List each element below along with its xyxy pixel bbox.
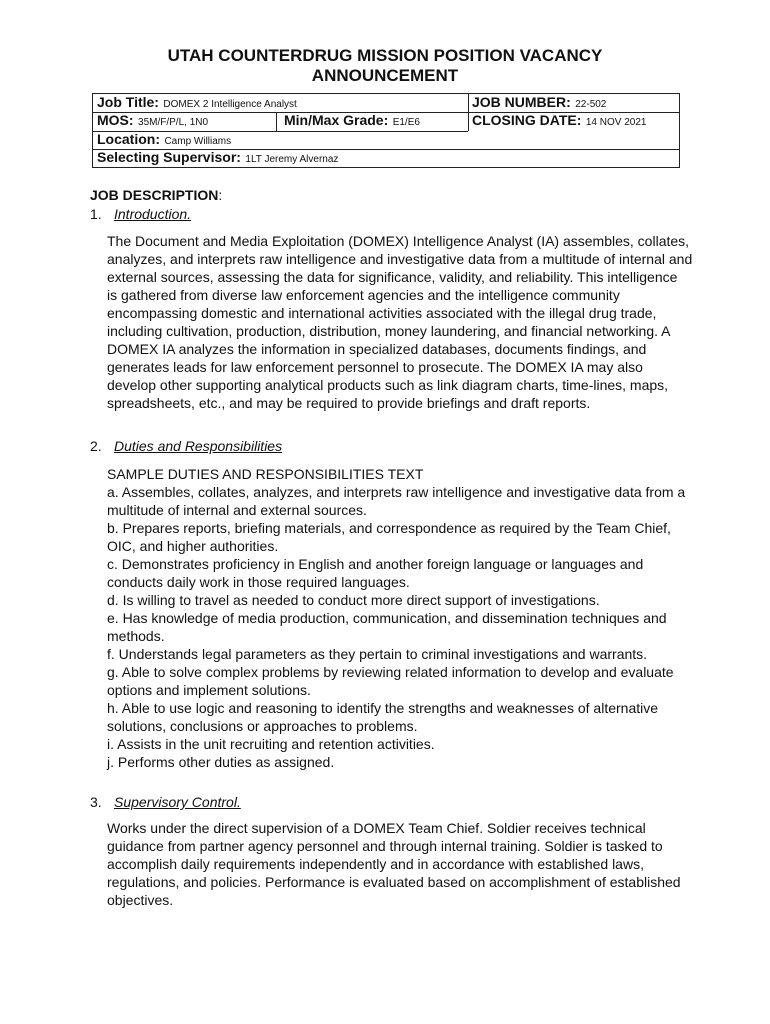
- paragraph-line: guidance from partner agency personnel and through internal training. Soldier is tasked to: [107, 838, 663, 854]
- closing-date-value: 14 NOV 2021: [585, 117, 647, 128]
- job-number-cell: [468, 94, 679, 112]
- document-title: [0, 46, 770, 86]
- mos-cell: [93, 112, 276, 131]
- job-title-cell: [93, 94, 468, 112]
- paragraph-line: options and implement solutions.: [107, 682, 311, 698]
- job-number-label: JOB NUMBER:: [472, 94, 571, 110]
- grade-label: Min/Max Grade:: [284, 112, 389, 128]
- paragraph-line: multitude of internal and external sources.: [107, 502, 367, 518]
- supervisor-label: Selecting Supervisor:: [97, 149, 241, 165]
- paragraph-line: f. Understands legal parameters as they pertain to criminal investigations and warrants.: [107, 646, 648, 662]
- paragraph-line: conducts daily work in those required languages.: [107, 574, 410, 590]
- paragraph-line: external sources, assessing the data for significance, validity, and reliability. This intelligence: [107, 269, 678, 285]
- job-number-value: 22-502: [575, 99, 607, 110]
- paragraph-line: OIC, and higher authorities.: [107, 538, 279, 554]
- paragraph-line: including cultivation, production, distribution, money laundering, and financial networking. A: [107, 323, 671, 339]
- section-1-heading: Introduction.: [114, 206, 192, 222]
- section-2-body: [107, 465, 743, 771]
- section-3-body: [107, 819, 743, 909]
- paragraph-line: h. Able to use logic and reasoning to identify the strengths and weaknesses of alternative: [107, 700, 659, 716]
- paragraph-line: Works under the direct supervision of a DOMEX Team Chief. Soldier receives technical: [107, 820, 646, 836]
- paragraph-line: encompassing domestic and international activities associated with the illegal drug trade,: [107, 305, 657, 321]
- closing-date-cell: [468, 112, 679, 131]
- closing-date-label: CLOSING DATE:: [472, 112, 582, 128]
- paragraph-line: g. Able to solve complex problems by reviewing related information to develop and evaluate: [107, 664, 674, 680]
- title-line-1: UTAH COUNTERDRUG MISSION POSITION VACANCY: [167, 46, 603, 65]
- job-title-value: DOMEX 2 Intelligence Analyst: [163, 99, 297, 110]
- section-1-number: 1.: [90, 206, 102, 222]
- paragraph-line: methods.: [107, 628, 165, 644]
- job-description-heading: JOB DESCRIPTION:: [90, 187, 223, 203]
- paragraph-line: is gathered from diverse law enforcement agencies and the intelligence community: [107, 287, 620, 303]
- paragraph-line: objectives.: [107, 892, 174, 908]
- section-3-heading: Supervisory Control.: [114, 794, 241, 810]
- paragraph-line: b. Prepares reports, briefing materials, and correspondence as required by the Team Chief,: [107, 520, 671, 536]
- paragraph-line: analyzes, and interprets raw intelligence and investigative data from a multitude of internal and: [107, 251, 693, 267]
- section-1-body: [107, 232, 743, 412]
- section-3-number: 3.: [90, 794, 102, 810]
- supervisor-cell: [93, 149, 679, 167]
- section-2-heading: Duties and Responsibilities: [114, 438, 283, 454]
- location-value: Camp Williams: [164, 136, 232, 147]
- supervisor-value: 1LT Jeremy Alvernaz: [245, 154, 339, 165]
- grade-value: E1/E6: [392, 117, 420, 128]
- paragraph-line: The Document and Media Exploitation (DOMEX) Intelligence Analyst (IA) assembles, collates,: [107, 233, 690, 249]
- paragraph-line: a. Assembles, collates, analyzes, and interprets raw intelligence and investigative data from a: [107, 484, 686, 500]
- location-label: Location:: [97, 131, 160, 147]
- paragraph-line: e. Has knowledge of media production, communication, and dissemination techniques and: [107, 610, 667, 626]
- paragraph-line: d. Is willing to travel as needed to conduct more direct support of investigations.: [107, 592, 600, 608]
- location-cell: [93, 131, 679, 149]
- paragraph-line: generates leads for law enforcement personnel to prosecute. The DOMEX IA may also: [107, 359, 643, 375]
- paragraph-line: c. Demonstrates proficiency in English and another foreign language or languages and: [107, 556, 644, 572]
- paragraph-line: develop other supporting analytical products such as link diagram charts, time-lines, maps,: [107, 377, 669, 393]
- paragraph-line: accomplish daily requirements independently and in accordance with established laws,: [107, 856, 644, 872]
- mos-value: 35M/F/P/L, 1N0: [138, 117, 209, 128]
- paragraph-line: j. Performs other duties as assigned.: [107, 754, 335, 770]
- paragraph-line: SAMPLE DUTIES AND RESPONSIBILITIES TEXT: [107, 466, 424, 482]
- vacancy-info-table: [92, 93, 680, 168]
- mos-label: MOS:: [97, 112, 134, 128]
- section-2-number: 2.: [90, 438, 102, 454]
- paragraph-line: solutions, conclusions or approaches to problems.: [107, 718, 418, 734]
- paragraph-line: DOMEX IA analyzes the information in specialized databases, documents findings, and: [107, 341, 647, 357]
- paragraph-line: spreadsheets, etc., and may be required to provide briefings and draft reports.: [107, 395, 591, 411]
- paragraph-line: regulations, and policies. Performance is evaluated based on accomplishment of established: [107, 874, 681, 890]
- job-title-label: Job Title:: [97, 94, 159, 110]
- title-line-2: ANNOUNCEMENT: [311, 66, 459, 85]
- grade-cell: [276, 112, 468, 131]
- paragraph-line: i. Assists in the unit recruiting and retention activities.: [107, 736, 435, 752]
